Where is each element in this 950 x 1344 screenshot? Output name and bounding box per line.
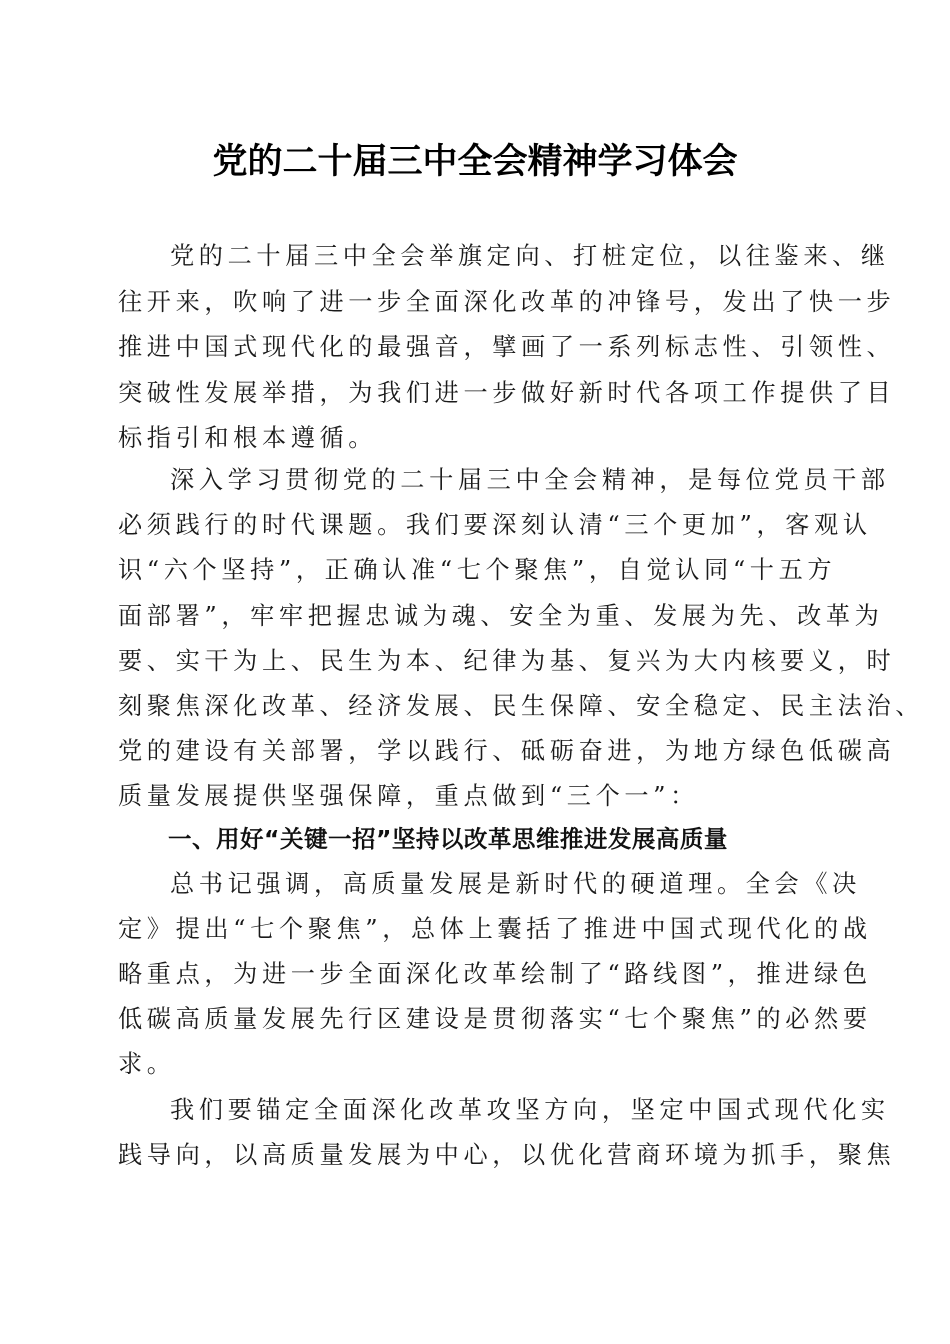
text-line: 总书记强调，高质量发展是新时代的硬道理。全会《决 bbox=[170, 870, 861, 898]
section-heading: 一、用好“关键一招”坚持以改革思维推进发展高质量 bbox=[168, 825, 728, 853]
text-line: 刻聚焦深化改革、经济发展、民生保障、安全稳定、民主法治、 bbox=[118, 692, 925, 720]
text-line: 要、实干为上、民生为本、纪律为基、复兴为大内核要义，时 bbox=[118, 647, 896, 675]
text-line: 略重点，为进一步全面深化改革绘制了“路线图”，推进绿色 bbox=[118, 960, 872, 988]
text-line: 党的建设有关部署，学以践行、砥砺奋进，为地方绿色低碳高 bbox=[118, 737, 896, 765]
text-line: 党的二十届三中全会举旗定向、打桩定位，以往鉴来、继 bbox=[170, 242, 890, 270]
text-line: 突破性发展举措，为我们进一步做好新时代各项工作提供了目 bbox=[118, 379, 896, 407]
text-line: 定》提出“七个聚焦”，总体上囊括了推进中国式现代化的战 bbox=[118, 915, 872, 943]
text-line: 深入学习贯彻党的二十届三中全会精神，是每位党员干部 bbox=[170, 466, 890, 494]
text-line: 往开来，吹响了进一步全面深化改革的冲锋号，发出了快一步 bbox=[118, 288, 896, 316]
text-line: 推进中国式现代化的最强音，擘画了一系列标志性、引领性、 bbox=[118, 333, 896, 361]
text-line: 面部署”，牢牢把握忠诚为魂、安全为重、发展为先、改革为 bbox=[118, 602, 884, 630]
text-line: 践导向，以高质量发展为中心，以优化营商环境为抓手，聚焦 bbox=[118, 1141, 896, 1169]
text-line: 必须践行的时代课题。我们要深刻认清“三个更加”，客观认 bbox=[118, 511, 872, 539]
text-line: 我们要锚定全面深化改革攻坚方向，坚定中国式现代化实 bbox=[170, 1096, 890, 1124]
document-title: 党的二十届三中全会精神学习体会 bbox=[212, 141, 738, 182]
text-line: 标指引和根本遵循。 bbox=[118, 424, 378, 452]
text-line: 质量发展提供坚强保障，重点做到“三个一”： bbox=[118, 782, 699, 810]
text-line: 求。 bbox=[118, 1050, 176, 1078]
text-line: 识“六个坚持”，正确认准“七个聚焦”，自觉认同“十五方 bbox=[118, 556, 837, 584]
text-line: 低碳高质量发展先行区建设是贯彻落实“七个聚焦”的必然要 bbox=[118, 1005, 872, 1033]
